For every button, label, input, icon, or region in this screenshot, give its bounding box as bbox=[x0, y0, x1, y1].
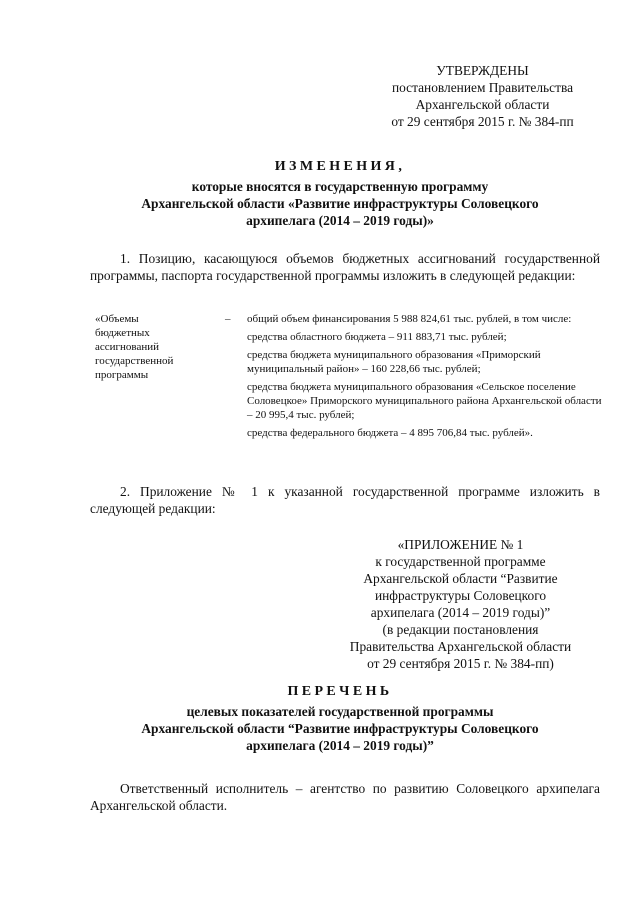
appendix-line: (в редакции постановления bbox=[382, 622, 539, 637]
changes-heading: ИЗМЕНЕНИЯ, bbox=[274, 159, 406, 174]
approval-date: от 29 сентября 2015 г. № 384-пп bbox=[391, 114, 574, 129]
appendix-line: к государственной программе bbox=[375, 554, 546, 569]
perechen-title-block bbox=[60, 683, 620, 754]
finance-item: средства областного бюджета – 911 883,71 тыс. рублей; bbox=[247, 331, 507, 343]
perechen-heading: ПЕРЕЧЕНЬ bbox=[287, 684, 393, 699]
item-1-paragraph: 1. Позицию, касающуюся объемов бюджетных ассигнований государственной программы, паспорта государственной программы изложить в следующей редакции: bbox=[90, 251, 600, 283]
appendix-line: Архангельской области “Развитие bbox=[363, 571, 558, 586]
appendix-line: инфраструктуры Соловецкого bbox=[374, 588, 547, 603]
approval-line: постановлением Правительства bbox=[391, 80, 574, 95]
finance-dash: – bbox=[225, 313, 231, 325]
finance-label-line: государственной bbox=[95, 355, 174, 367]
finance-label-line: «Объемы bbox=[95, 313, 139, 325]
perechen-subtitle: архипелага (2014 – 2019 годы)” bbox=[246, 738, 434, 753]
appendix-line: архипелага (2014 – 2019 годы)” bbox=[370, 605, 551, 620]
approval-block bbox=[360, 62, 605, 130]
changes-subtitle: архипелага (2014 – 2019 годы)» bbox=[246, 213, 434, 228]
finance-label-line: программы bbox=[95, 369, 149, 381]
finance-item: средства федерального бюджета – 4 895 706,84 тыс. рублей». bbox=[247, 427, 533, 439]
perechen-subtitle: Архангельской области “Развитие инфраструктуры Соловецкого bbox=[141, 721, 539, 736]
appendix-title: «ПРИЛОЖЕНИЕ № 1 bbox=[397, 537, 524, 552]
item-2-paragraph: 2. Приложение № 1 к указанной государственной программе изложить в следующей редакции: bbox=[90, 484, 600, 516]
finance-item: средства бюджета муниципального образования «Сельское поселение Соловецкое» Приморского муниципального района Архангельской области – 20 995,4 тыс. рублей; bbox=[247, 381, 602, 421]
appendix-line: от 29 сентября 2015 г. № 384-пп) bbox=[367, 656, 554, 671]
changes-title-block bbox=[60, 158, 620, 229]
appendix-line: Правительства Архангельской области bbox=[349, 639, 572, 654]
finance-item: средства бюджета муниципального образования «Приморский муниципальный район» – 160 228,66 тыс. рублей; bbox=[247, 349, 541, 375]
finance-label bbox=[95, 312, 215, 382]
finance-item: общий объем финансирования 5 988 824,61 тыс. рублей, в том числе: bbox=[247, 313, 572, 325]
finance-items bbox=[247, 312, 607, 444]
perechen-subtitle: целевых показателей государственной программы bbox=[186, 704, 494, 719]
finance-label-line: бюджетных bbox=[95, 327, 150, 339]
finance-label-line: ассигнований bbox=[95, 341, 160, 353]
approval-line: Архангельской области bbox=[415, 97, 550, 112]
changes-subtitle: Архангельской области «Развитие инфраструктуры Соловецкого bbox=[141, 196, 539, 211]
approval-title: УТВЕРЖДЕНЫ bbox=[436, 63, 529, 78]
responsible-paragraph: Ответственный исполнитель – агентство по развитию Соловецкого архипелага Архангельской области. bbox=[90, 781, 600, 813]
appendix-block bbox=[318, 536, 603, 672]
changes-subtitle: которые вносятся в государственную программу bbox=[191, 179, 489, 194]
